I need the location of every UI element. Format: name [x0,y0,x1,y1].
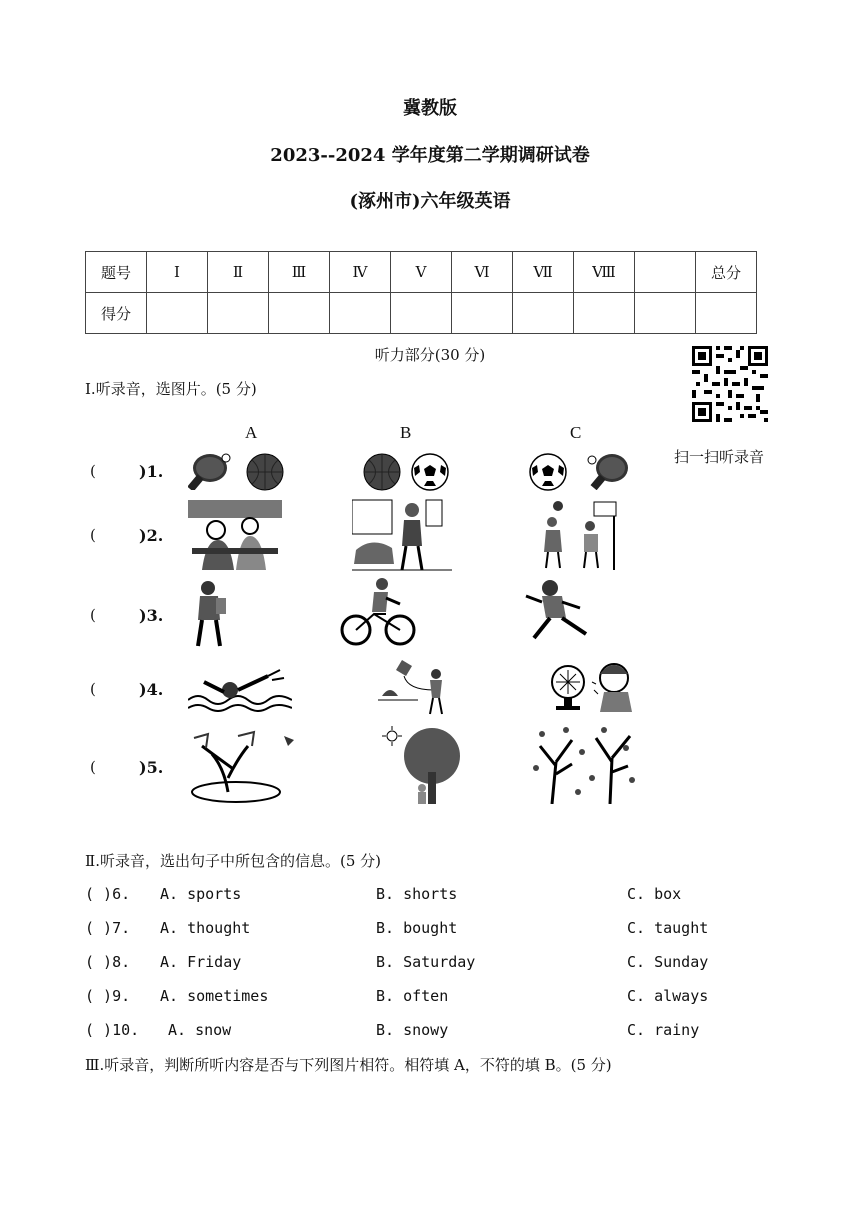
boy-cycling-picture[interactable] [340,578,416,652]
basketball-icon[interactable] [245,452,285,496]
answer-bracket[interactable]: ( [90,758,96,776]
score-cell: Ⅰ [147,252,208,293]
kids-basketball-picture[interactable] [540,496,624,574]
section2-heading: Ⅱ.听录音，选出句子中所包含的信息。(5 分) [85,852,381,870]
score-input-cell[interactable] [574,293,635,334]
ping-pong-paddle-icon[interactable] [188,450,233,494]
option-a[interactable]: A. snow [168,1021,232,1039]
answer-bracket[interactable]: ( [90,606,96,624]
fan-and-hot-woman-picture[interactable] [548,656,638,716]
option-a[interactable]: A. Friday [160,953,242,971]
option-c[interactable]: C. taught [627,919,709,937]
people-cooking-picture[interactable] [188,500,282,574]
score-input-cell[interactable] [696,293,757,334]
spring-tree-picture[interactable] [188,728,300,810]
option-c[interactable]: C. box [627,885,682,903]
score-input-cell[interactable] [452,293,513,334]
option-b[interactable]: B. bought [376,919,458,937]
section1-heading: Ⅰ.听录音，选图片。(5 分) [85,380,257,398]
score-table-score-row [86,293,757,334]
boy-walking-picture[interactable] [190,580,230,654]
question-lead[interactable]: ( )6. [85,885,131,903]
score-input-cell[interactable] [147,293,208,334]
option-b[interactable]: B. often [376,987,449,1005]
option-a[interactable]: A. sometimes [160,987,269,1005]
question-number: )1. [139,462,164,481]
column-label-b: B [400,423,412,442]
score-cell [635,252,696,293]
score-input-cell[interactable] [208,293,269,334]
score-cell: 题号 [86,252,147,293]
score-input-cell[interactable] [269,293,330,334]
option-b[interactable]: B. snowy [376,1021,449,1039]
boy-flying-kite-picture[interactable] [378,656,450,720]
score-cell: Ⅵ [452,252,513,293]
question-number: )5. [139,758,164,777]
girl-running-picture[interactable] [520,578,596,648]
listening-label: 听力部分(30 分) [374,346,486,364]
soccer-ball-icon[interactable] [410,452,450,496]
score-cell: Ⅱ [208,252,269,293]
summer-tree-picture[interactable] [382,724,464,810]
score-cell: Ⅴ [391,252,452,293]
qr-code-icon[interactable] [690,344,770,424]
question-number: )2. [139,526,164,545]
score-cell: Ⅷ [574,252,635,293]
question-lead[interactable]: ( )9. [85,987,131,1005]
option-c[interactable]: C. rainy [627,1021,700,1039]
score-input-cell[interactable] [330,293,391,334]
boy-swimming-picture[interactable] [188,666,292,716]
question-number: )4. [139,680,164,699]
column-label-a: A [245,423,258,442]
exam-title: 2023--2024 学年度第二学期调研试卷 [270,145,590,166]
score-table-header-row [86,252,757,293]
option-a[interactable]: A. thought [160,919,251,937]
score-cell: Ⅲ [269,252,330,293]
question-lead[interactable]: ( )7. [85,919,131,937]
question-lead[interactable]: ( )8. [85,953,131,971]
score-table [85,251,757,334]
score-input-cell[interactable] [391,293,452,334]
score-input-cell[interactable] [513,293,574,334]
option-b[interactable]: B. shorts [376,885,458,903]
answer-bracket[interactable]: ( [90,680,96,698]
option-c[interactable]: C. always [627,987,709,1005]
answer-bracket[interactable]: ( [90,462,96,480]
soccer-ball-icon[interactable] [528,452,568,496]
question-lead[interactable]: ( )10. [85,1021,140,1039]
ping-pong-paddle-icon[interactable] [582,450,632,494]
man-shopping-picture[interactable] [352,496,452,576]
score-input-cell[interactable] [635,293,696,334]
basketball-icon[interactable] [362,452,402,496]
option-a[interactable]: A. sports [160,885,242,903]
score-cell: Ⅳ [330,252,391,293]
score-cell: 总分 [696,252,757,293]
publisher-title: 冀教版 [403,98,457,119]
option-b[interactable]: B. Saturday [376,953,476,971]
question-number: )3. [139,606,164,625]
section3-heading: Ⅲ.听录音，判断所听内容是否与下列图片相符。相符填 A，不符的填 B。(5 分) [85,1056,612,1074]
option-c[interactable]: C. Sunday [627,953,709,971]
score-cell: 得分 [86,293,147,334]
answer-bracket[interactable]: ( [90,526,96,544]
column-label-c: C [570,423,582,442]
subject-title: (涿州市)六年级英语 [349,191,511,212]
autumn-trees-picture[interactable] [532,722,640,808]
qr-caption: 扫一扫听录音 [674,448,765,466]
score-cell: Ⅶ [513,252,574,293]
